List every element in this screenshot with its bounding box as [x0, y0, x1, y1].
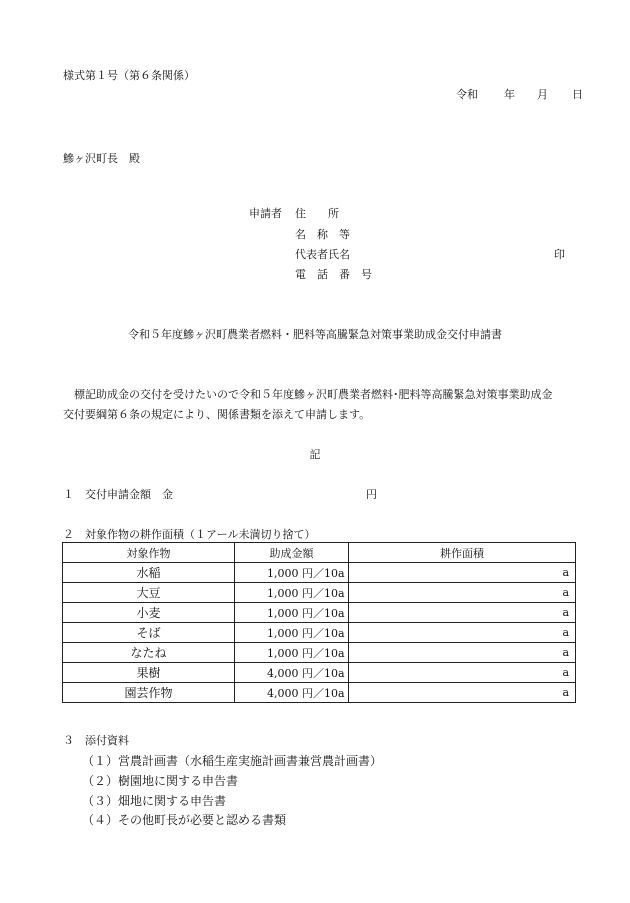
date-line [0, 86, 630, 102]
table-row [63, 623, 576, 643]
table-row [63, 583, 576, 603]
field-name: 名 称 等 [295, 228, 350, 241]
attachment-item: （１）営農計画書（水稲生産実施計画書兼営農計画書） [82, 754, 383, 768]
table-row [63, 643, 576, 663]
crop-name: 園芸作物 [63, 683, 235, 703]
date-month-unit: 月 [537, 88, 548, 101]
section1-label: １ 交付申請金額 金 [63, 488, 173, 501]
attachment-item: （４）その他町長が必要と認める書類 [82, 813, 287, 827]
area-input[interactable]: a [349, 603, 576, 623]
seal-mark: 印 [554, 248, 565, 261]
field-address: 住 所 [295, 207, 339, 220]
applicant-label: 申請者 [249, 207, 282, 220]
form-number: 様式第１号（第６条関係） [63, 69, 195, 82]
section1-unit: 円 [366, 488, 377, 501]
crop-rate: 4,000 円／10a [235, 663, 349, 683]
date-day-unit: 日 [572, 88, 583, 101]
crop-name: なたね [63, 643, 235, 663]
area-input[interactable]: a [349, 583, 576, 603]
header-crop: 対象作物 [63, 543, 235, 563]
header-area: 耕作面積 [349, 543, 576, 563]
table-row [63, 563, 576, 583]
section3-label: ３ 添付資料 [63, 734, 129, 747]
table-row [63, 603, 576, 623]
field-phone: 電 話 番 号 [295, 268, 372, 281]
area-input[interactable]: a [349, 663, 576, 683]
crop-rate: 1,000 円／10a [235, 603, 349, 623]
document-title: 令和５年度鰺ヶ沢町農業者燃料・肥料等高騰緊急対策事業助成金交付申請書 [128, 328, 502, 341]
ki-heading: 記 [309, 448, 321, 461]
area-input[interactable]: a [349, 643, 576, 663]
crop-rate: 1,000 円／10a [235, 563, 349, 583]
crop-name: 水稲 [63, 563, 235, 583]
crop-name: 大豆 [63, 583, 235, 603]
attachment-item: （２）樹園地に関する申告書 [82, 774, 239, 788]
body-paragraph [63, 385, 553, 425]
body-line-1: 標記助成金の交付を受けたいので令和５年度鰺ヶ沢町農業者燃料･肥料等高騰緊急対策事業助成金 [74, 388, 553, 401]
area-input[interactable]: a [349, 683, 576, 703]
section2-label: ２ 対象作物の耕作面積（１アール未満切り捨て） [63, 528, 316, 541]
area-input[interactable]: a [349, 563, 576, 583]
crop-rate: 1,000 円／10a [235, 643, 349, 663]
body-line-2: 交付要綱第６条の規定により、関係書類を添えて申請します。 [63, 408, 371, 421]
crop-rate: 1,000 円／10a [235, 623, 349, 643]
date-year-unit: 年 [504, 88, 515, 101]
header-rate: 助成金額 [235, 543, 349, 563]
table-header-row [63, 543, 576, 563]
crop-name: 果樹 [63, 663, 235, 683]
crop-name: 小麦 [63, 603, 235, 623]
area-input[interactable]: a [349, 623, 576, 643]
attachment-item: （３）畑地に関する申告書 [82, 794, 227, 808]
crop-name: そば [63, 623, 235, 643]
table-row [63, 663, 576, 683]
date-era: 令和 [456, 88, 478, 101]
crop-table [62, 542, 576, 703]
addressee: 鰺ヶ沢町長 殿 [63, 152, 140, 165]
crop-rate: 1,000 円／10a [235, 583, 349, 603]
crop-rate: 4,000 円／10a [235, 683, 349, 703]
table-row [63, 683, 576, 703]
field-representative: 代表者氏名 [295, 248, 350, 261]
